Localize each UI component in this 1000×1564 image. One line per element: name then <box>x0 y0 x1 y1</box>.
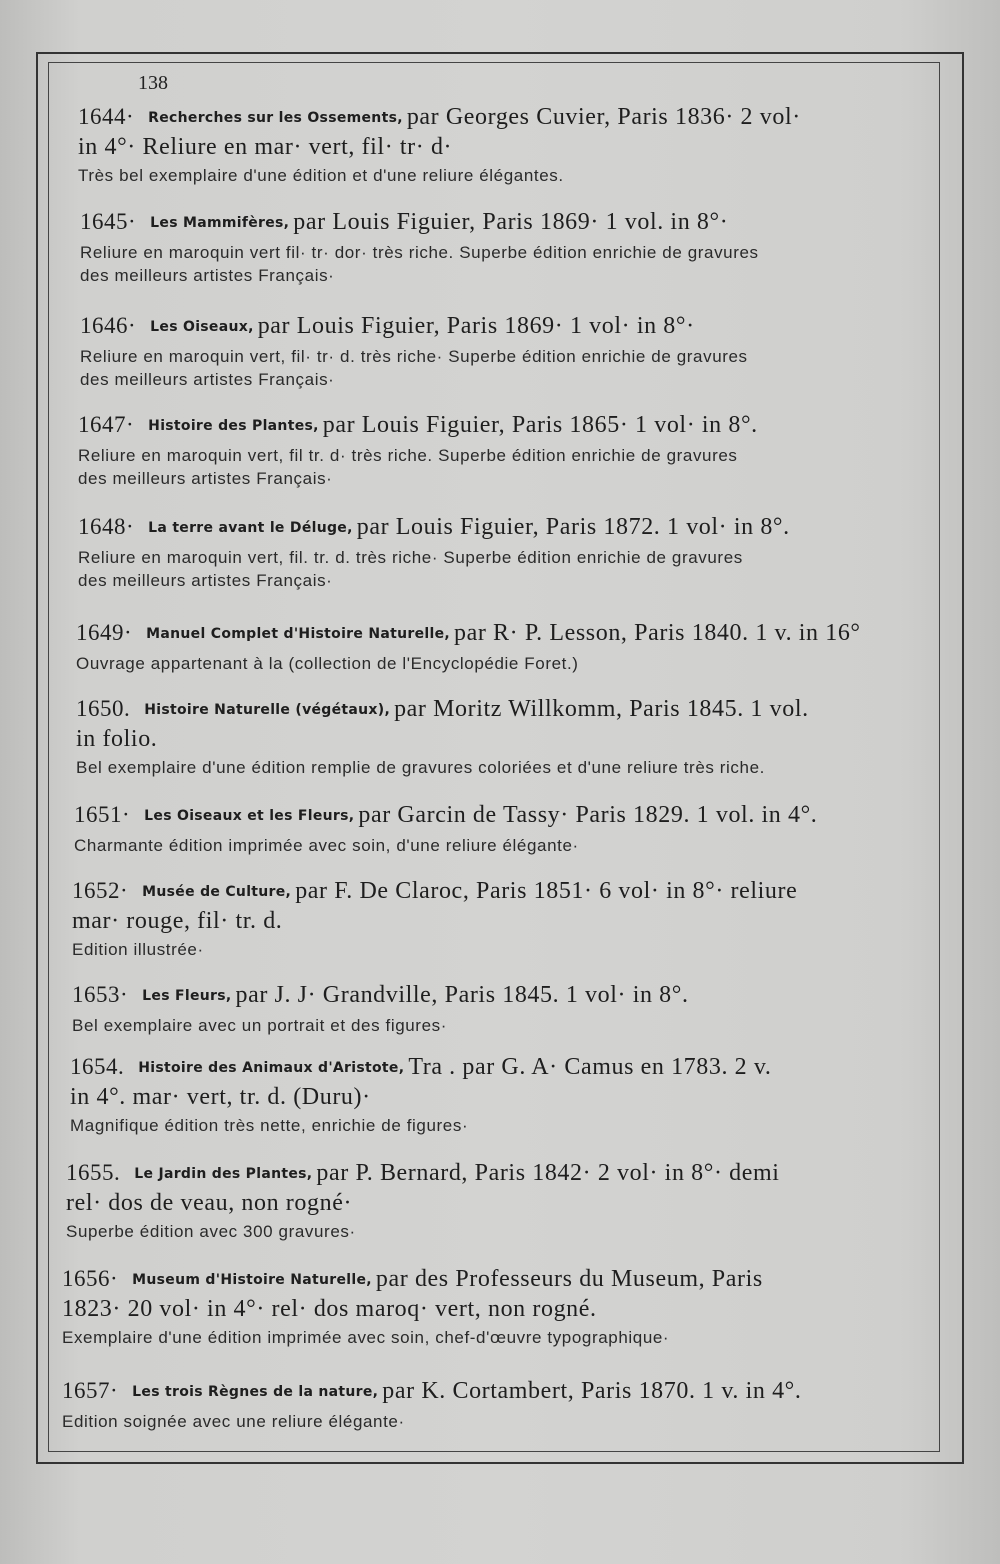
entry-number: 1652· <box>72 878 129 903</box>
entry-details: par Moritz Willkomm, Paris 1845. 1 vol. <box>394 696 809 722</box>
entry-title: Le Jardin des Plantes, <box>134 1166 313 1182</box>
entry-title: Les Fleurs, <box>142 988 232 1004</box>
catalogue-entry <box>72 876 797 961</box>
entry-description: Bel exemplaire d'une édition remplie de gravures coloriées et d'une reliure très riche. <box>76 758 765 777</box>
entry-number: 1653· <box>72 982 129 1007</box>
entry-title: La terre avant le Déluge, <box>148 520 353 536</box>
entry-number: 1645· <box>80 209 137 234</box>
entry-number: 1655. <box>66 1160 121 1185</box>
entry-description: des meilleurs artistes Français· <box>80 370 335 389</box>
catalogue-entry <box>72 980 689 1037</box>
entry-title: Museum d'Histoire Naturelle, <box>132 1272 372 1288</box>
entry-number: 1650. <box>76 696 131 721</box>
catalogue-entry <box>62 1264 763 1349</box>
entry-details-continued: in 4°. mar· vert, tr. d. (Duru)· <box>70 1084 371 1110</box>
entry-details: par Garcin de Tassy· Paris 1829. 1 vol. in 4°. <box>358 802 818 828</box>
entry-description: Reliure en maroquin vert fil· tr· dor· très riche. Superbe édition enrichie de gravures <box>80 243 759 262</box>
entry-number: 1647· <box>78 412 135 437</box>
entry-description: Edition soignée avec une reliure élégante· <box>62 1412 405 1431</box>
page-number: 138 <box>138 72 168 94</box>
entry-details: par Louis Figuier, Paris 1869· 1 vol. in 8°· <box>293 209 729 235</box>
entry-heading <box>78 410 758 441</box>
catalogue-entry <box>78 102 801 187</box>
entry-heading <box>78 102 801 133</box>
entry-details: par K. Cortambert, Paris 1870. 1 v. in 4°. <box>382 1378 802 1404</box>
catalogue-entry <box>78 512 790 592</box>
entry-description: Edition illustrée· <box>72 940 204 959</box>
entry-heading <box>72 876 797 907</box>
entry-title: Les Oiseaux et les Fleurs, <box>144 808 355 824</box>
entry-description: Magnifique édition très nette, enrichie de figures· <box>70 1116 469 1135</box>
entry-description: des meilleurs artistes Français· <box>80 266 335 285</box>
entry-heading <box>66 1158 780 1189</box>
catalogue-entry <box>80 311 748 391</box>
catalogue-entry <box>76 694 809 779</box>
entry-number: 1648· <box>78 514 135 539</box>
entry-heading <box>80 311 748 342</box>
entry-description: Reliure en maroquin vert, fil tr. d· très riche. Superbe édition enrichie de gravures <box>78 446 738 465</box>
entry-number: 1649· <box>76 620 133 645</box>
entry-description: Charmante édition imprimée avec soin, d'une reliure élégante· <box>74 836 579 855</box>
entry-details: par J. J· Grandville, Paris 1845. 1 vol· in 8°. <box>235 982 689 1008</box>
entry-title: Manuel Complet d'Histoire Naturelle, <box>146 626 450 642</box>
entry-number: 1644· <box>78 104 135 129</box>
entry-number: 1654. <box>70 1054 125 1079</box>
catalogue-entry <box>80 207 759 287</box>
entry-description: Exemplaire d'une édition imprimée avec soin, chef-d'œuvre typographique· <box>62 1328 670 1347</box>
entry-details-continued: rel· dos de veau, non rogné· <box>66 1190 353 1216</box>
entry-details-continued: mar· rouge, fil· tr. d. <box>72 908 283 934</box>
entry-title: Histoire des Animaux d'Aristote, <box>138 1060 405 1076</box>
entry-number: 1657· <box>62 1378 119 1403</box>
entry-number: 1651· <box>74 802 131 827</box>
entry-heading <box>62 1376 801 1407</box>
entry-description: des meilleurs artistes Français· <box>78 469 333 488</box>
entry-heading <box>70 1052 772 1083</box>
entry-details-continued: 1823· 20 vol· in 4°· rel· dos maroq· vert, non rogné. <box>62 1296 597 1322</box>
entry-heading <box>76 618 861 649</box>
entry-title: Les Oiseaux, <box>150 319 254 335</box>
entry-details: par R· P. Lesson, Paris 1840. 1 v. in 16° <box>454 620 861 646</box>
catalogue-entry <box>74 800 817 857</box>
entry-title: Musée de Culture, <box>142 884 292 900</box>
entry-description: Très bel exemplaire d'une édition et d'une reliure élégantes. <box>78 166 564 185</box>
entry-details-continued: in 4°· Reliure en mar· vert, fil· tr· d· <box>78 134 453 160</box>
entry-details: par F. De Claroc, Paris 1851· 6 vol· in 8°· reliure <box>295 878 798 904</box>
entry-description: Bel exemplaire avec un portrait et des figures· <box>72 1016 447 1035</box>
entry-details: par Georges Cuvier, Paris 1836· 2 vol· <box>406 104 801 130</box>
entry-description: Reliure en maroquin vert, fil. tr. d. très riche· Superbe édition enrichie de gravures <box>78 548 743 567</box>
entry-heading <box>78 512 790 543</box>
entry-heading <box>74 800 817 831</box>
entry-heading <box>62 1264 763 1295</box>
entry-title: Recherches sur les Ossements, <box>148 110 403 126</box>
entry-number: 1656· <box>62 1266 119 1291</box>
entry-details: par Louis Figuier, Paris 1869· 1 vol· in 8°· <box>257 313 695 339</box>
entry-description: Reliure en maroquin vert, fil· tr· d. très riche· Superbe édition enrichie de gravures <box>80 347 748 366</box>
entry-number: 1646· <box>80 313 137 338</box>
entry-details: par Louis Figuier, Paris 1872. 1 vol· in 8°. <box>356 514 790 540</box>
entry-details-continued: in folio. <box>76 726 158 752</box>
entry-title: Les Mammifères, <box>150 215 290 231</box>
entry-title: Les trois Règnes de la nature, <box>132 1384 379 1400</box>
catalogue-entry <box>66 1158 780 1243</box>
entry-title: Histoire Naturelle (végétaux), <box>144 702 391 718</box>
entry-description: Ouvrage appartenant à la (collection de l'Encyclopédie Foret.) <box>76 654 579 673</box>
entry-description: Superbe édition avec 300 gravures· <box>66 1222 356 1241</box>
entry-details: par des Professeurs du Museum, Paris <box>375 1266 763 1292</box>
entry-description: des meilleurs artistes Français· <box>78 571 333 590</box>
entry-heading <box>72 980 689 1011</box>
entry-details: par Louis Figuier, Paris 1865· 1 vol· in 8°. <box>322 412 758 438</box>
entry-details: Tra . par G. A· Camus en 1783. 2 v. <box>408 1054 772 1080</box>
entry-details: par P. Bernard, Paris 1842· 2 vol· in 8°· demi <box>316 1160 780 1186</box>
entry-title: Histoire des Plantes, <box>148 418 319 434</box>
catalogue-entry <box>78 410 758 490</box>
entry-heading <box>80 207 759 238</box>
catalogue-entry <box>70 1052 772 1137</box>
catalogue-entry <box>76 618 861 675</box>
entry-heading <box>76 694 809 725</box>
catalogue-entry <box>62 1376 801 1433</box>
